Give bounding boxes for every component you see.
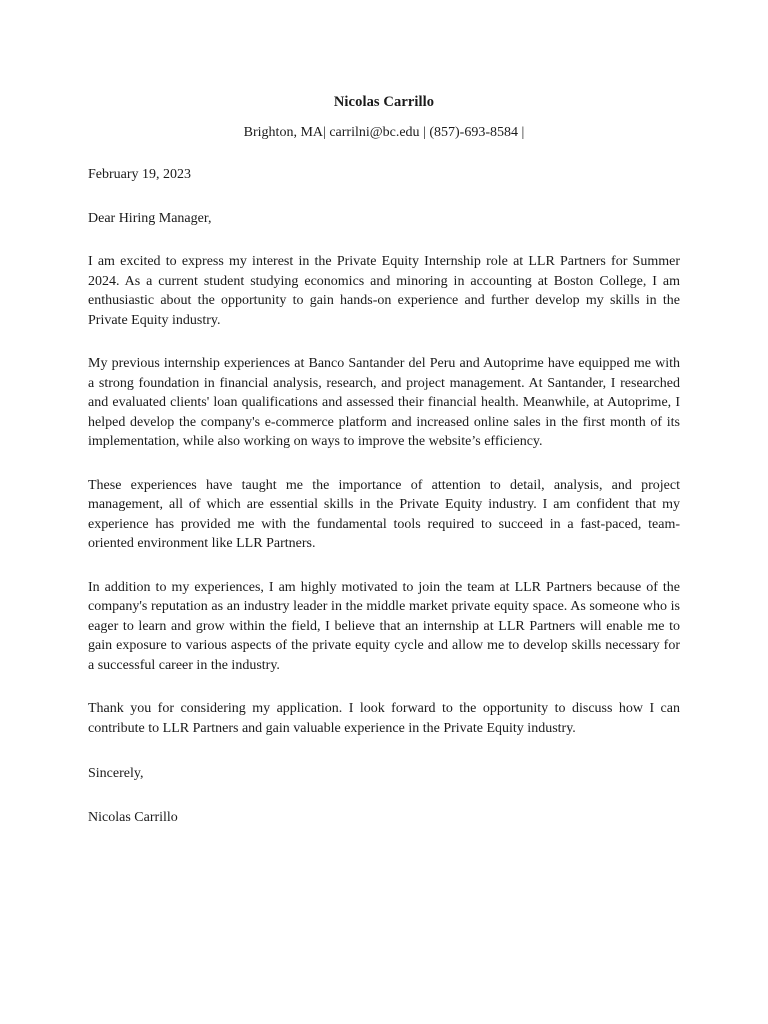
signature-name: Nicolas Carrillo xyxy=(88,809,178,825)
sender-contact-line: Brighton, MA| carrilni@bc.edu | (857)-693-8584 | xyxy=(243,125,525,140)
letter-content xyxy=(88,0,680,827)
sender-name: Nicolas Carrillo xyxy=(333,94,435,110)
body-paragraph: I am excited to express my interest in the Private Equity Internship role at LLR Partners for Summer 2024. As a current student studying economics and minoring in accounting at Boston College, I am enthusiastic about the opportunity to gain hands-on experience and further develop my skills in the Private Equity industry. xyxy=(88,254,680,328)
letter-date: February 19, 2023 xyxy=(88,167,192,182)
letter-closing: Sincerely, xyxy=(88,766,144,781)
body-paragraph: Thank you for considering my application. I look forward to the opportunity to discuss how I can contribute to LLR Partners and gain valuable experience in the Private Equity industry. xyxy=(88,701,680,736)
body-paragraph: These experiences have taught me the importance of attention to detail, analysis, and project management, all of which are essential skills in the Private Equity industry. I am confident that my experience has provided me with the fundamental tools required to succeed in a fast-paced, team-oriented environment like LLR Partners. xyxy=(88,477,680,551)
body-paragraph: My previous internship experiences at Banco Santander del Peru and Autoprime have equipped me with a strong foundation in financial analysis, research, and project management. At Santander, I researched and evaluated clients' loan qualifications and assessed their financial health. Meanwhile, at Autoprime, I helped develop the company's e-commerce platform and increased online sales in the first month of its implementation, while also working on ways to improve the website’s efficiency. xyxy=(88,356,680,449)
letterhead xyxy=(88,0,680,143)
body-paragraph: In addition to my experiences, I am highly motivated to join the team at LLR Partners because of the company's reputation as an industry leader in the middle market private equity space. As someone who is eager to learn and grow within the field, I believe that an internship at LLR Partners will enable me to gain exposure to various aspects of the private equity cycle and allow me to develop skills necessary for a successful career in the industry. xyxy=(88,579,680,673)
letter-salutation: Dear Hiring Manager, xyxy=(88,210,212,226)
